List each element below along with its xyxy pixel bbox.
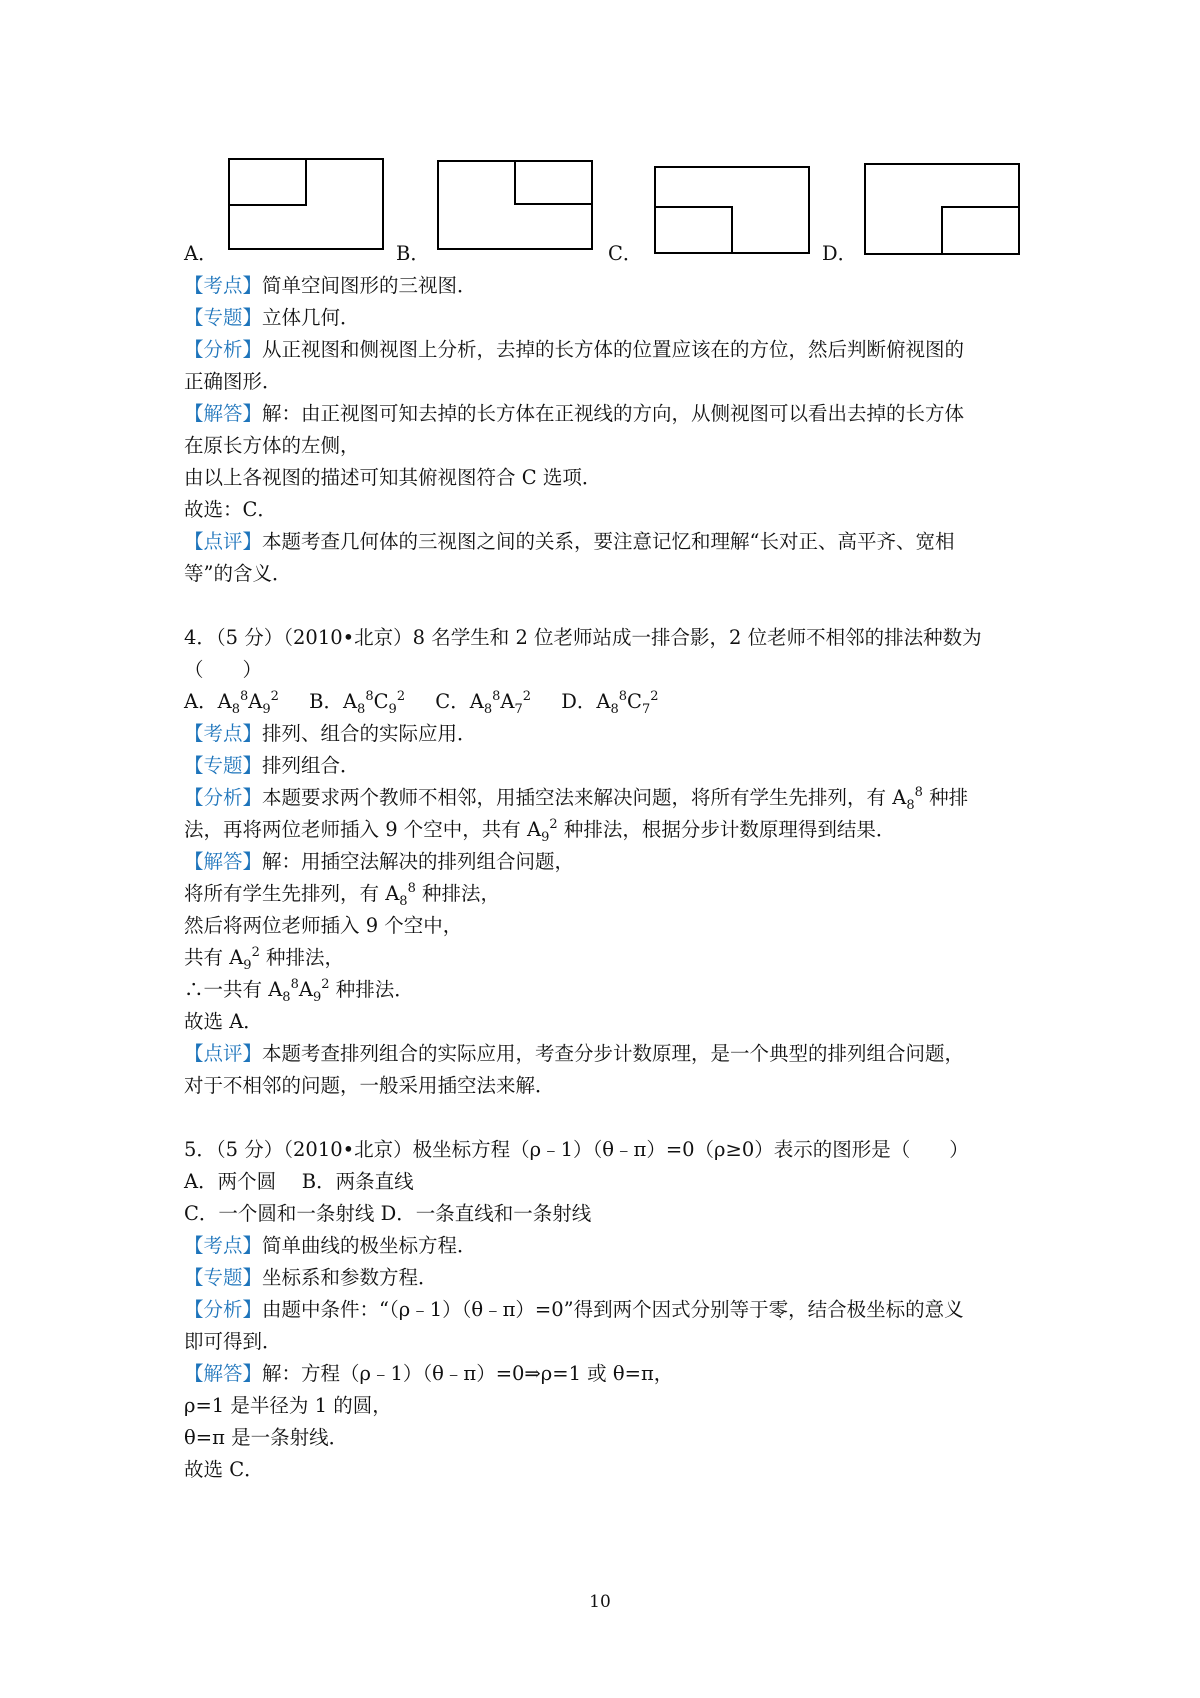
- q4-options: [184, 688, 659, 719]
- option-figure-b: [437, 160, 597, 256]
- q4-jieda-5: ∴一共有 $A_8^8A_9^2$ 种排法．: [184, 977, 414, 1005]
- q4-fenxi: 【分析】本题要求两个教师不相邻，用插空法来解决问题，将所有学生先排列，有 $A_8^8$ 种排: [184, 785, 969, 813]
- q4-dianping: 【点评】本题考查排列组合的实际应用，考查分步计数原理，是一个典型的排列组合问题，: [184, 1042, 965, 1065]
- q3-jieda-2: 在原长方体的左侧，: [184, 434, 360, 457]
- q4-zhuanti: 【专题】排列组合．: [184, 754, 360, 777]
- q4-fenxi-cont: 法，再将两位老师插入 9 个空中，共有 $A_9^2$ 种排法，根据分步计数原理得到结果．: [184, 817, 896, 845]
- option-label-c: C．: [608, 242, 643, 265]
- option-figure-a: [228, 158, 388, 254]
- q4-option-a: A．$A_8^8A_9^2$: [184, 689, 279, 717]
- q4-jieda-4: 共有 $A_9^2$ 种排法，: [184, 945, 345, 973]
- q5-jieda-4: 故选 C．: [184, 1458, 264, 1481]
- q3-jieda-3: 由以上各视图的描述可知其俯视图符合 C 选项．: [184, 466, 602, 489]
- q5-jieda-2: ρ=1 是半径为 1 的圆，: [184, 1394, 392, 1417]
- q5-stem: 5．（5 分）（2010•北京）极坐标方程（ρ﹣1）（θ﹣π）=0（ρ≥0）表示的图形是（ ）: [184, 1138, 969, 1161]
- q4-option-c: C．$A_8^8A_7^2$: [435, 689, 532, 717]
- q4-jieda-2: 将所有学生先排列，有 $A_8^8$ 种排法，: [184, 881, 501, 909]
- q3-dianping-cont: 等”的含义．: [184, 562, 292, 585]
- q4-stem: 4．（5 分）（2010•北京）8 名学生和 2 位老师站成一排合影，2 位老师不相邻的排法种数为: [184, 626, 982, 649]
- q3-zhuanti: 【专题】立体几何．: [184, 306, 360, 329]
- q4-jieda-3: 然后将两位老师插入 9 个空中，: [184, 914, 463, 937]
- q4-kaodian: 【考点】排列、组合的实际应用．: [184, 722, 477, 745]
- q5-fenxi-cont: 即可得到．: [184, 1330, 282, 1353]
- q3-fenxi: 【分析】从正视图和侧视图上分析，去掉的长方体的位置应该在的方位，然后判断俯视图的: [184, 338, 965, 361]
- q4-option-b: B．$A_8^8C_9^2$: [309, 689, 406, 717]
- q4-stem-cont: （ ）: [184, 658, 263, 681]
- option-figure-c: [654, 166, 814, 258]
- option-label-a: A．: [184, 242, 218, 265]
- page-number: 10: [589, 1592, 611, 1612]
- option-label-b: B．: [396, 242, 430, 265]
- q5-jieda: 【解答】解：方程（ρ﹣1）（θ﹣π）=0⇒ρ=1 或 θ=π，: [184, 1362, 674, 1385]
- q5-options-1: A．两个圆 B．两条直线: [184, 1170, 414, 1193]
- q5-kaodian: 【考点】简单曲线的极坐标方程．: [184, 1234, 477, 1257]
- q3-dianping: 【点评】本题考查几何体的三视图之间的关系，要注意记忆和理解“长对正、高平齐、宽相: [184, 530, 955, 553]
- q4-dianping-cont: 对于不相邻的问题，一般采用插空法来解．: [184, 1074, 555, 1097]
- q3-jieda: 【解答】解：由正视图可知去掉的长方体在正视线的方向，从侧视图可以看出去掉的长方体: [184, 402, 965, 425]
- q3-jieda-4: 故选：C．: [184, 498, 277, 521]
- q4-jieda-6: 故选 A．: [184, 1010, 263, 1033]
- q3-fenxi-cont: 正确图形．: [184, 370, 282, 393]
- q5-options-2: C．一个圆和一条射线 D．一条直线和一条射线: [184, 1202, 592, 1225]
- q5-fenxi: 【分析】由题中条件：“（ρ﹣1）（θ﹣π）=0”得到两个因式分别等于零，结合极坐标的意义: [184, 1298, 964, 1321]
- q4-option-d: D．$A_8^8C_7^2$: [561, 689, 659, 717]
- q5-zhuanti: 【专题】坐标系和参数方程．: [184, 1266, 438, 1289]
- q3-kaodian: 【考点】简单空间图形的三视图．: [184, 274, 477, 297]
- option-figure-d: [864, 163, 1024, 259]
- option-label-d: D．: [822, 242, 858, 265]
- q4-jieda: 【解答】解：用插空法解决的排列组合问题，: [184, 850, 575, 873]
- q5-jieda-3: θ=π 是一条射线．: [184, 1426, 349, 1449]
